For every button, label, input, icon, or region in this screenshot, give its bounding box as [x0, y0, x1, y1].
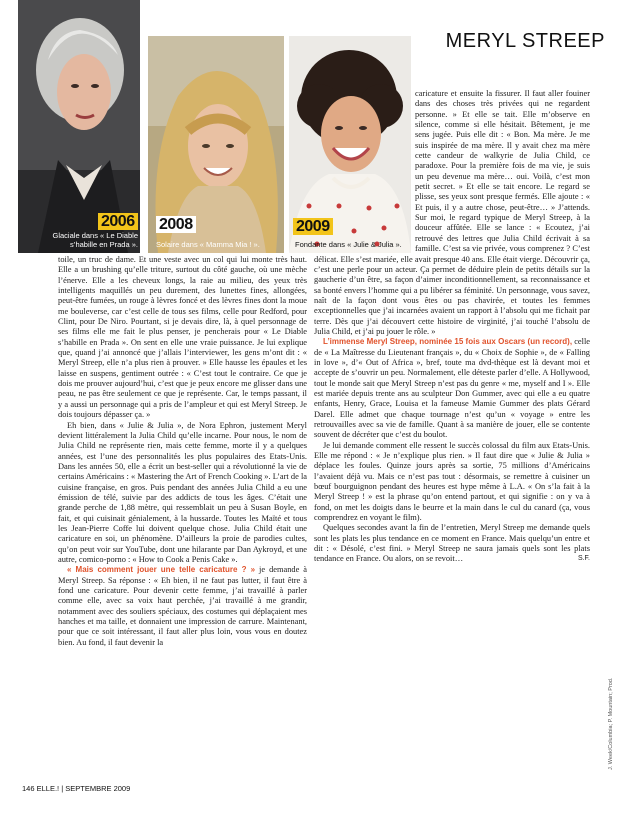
- article-paragraph: Je lui demande comment elle ressent le succès colossal du film aux Etats-Unis. Elle me répond : « Je n’explique plus rien. » Il faut dire que « Julie & Julia » déplace les foules. Quinze jours après sa sortie, 75 millions d’Américains l’avaient déjà vu. Mais ce n’est pas tout : désormais, se remettre à cuisiner un bœuf bourguignon pendant des heures est hype même à L.A. « On s’la fait à la Meryl Streep ! » est la phrase qu’on entend partout, et qui signifie : on y va à fond, on met les doigts dans le beurre et la main dans le cul du canard (ça, vous comprendrez en voyant le film).: [314, 440, 590, 523]
- article-paragraph-text: je demande à Meryl Streep. Sa réponse : « Eh bien, il ne faut pas lutter, il faut être à fond une caricature. Pour devenir cette femme, j’ai travaillé à parler comme elle, avec sa voix haut perchée, j’ai travaillé à me grandir, notamment avec des souliers spéciaux, des costumes qui déplaçaient mes hanches et ma taille, et donnaient une impression de carrure. Maintenant, pour que ce soit intéressant, il faut aller plus loin, vous vous en doutez bien. Au fond, il faut devenir la: [58, 565, 307, 647]
- photo-credit: J. Week/Columbia; P. Mountain; Prod.: [608, 677, 614, 770]
- article-column-left: [58, 255, 307, 781]
- page-folio: 146 ELLE.! | SEPTEMBRE 2009: [22, 784, 131, 793]
- article-paragraph: caricature et ensuite la fissurer. Il faut aller fouiner dans des choses très privées qui ne regardent personne. » Et elle se tait. Elle m’observe en silence, comme si elle hésitait. Bêtement, je me sens jugée. Puis elle dit : « Bon. Ma mère. Je me suis inspirée de ma mère. Il y avait chez ma mère cette candeur de walkyrie de Julia Child, ce paradoxe. Pour la première fois de ma vie, je suis un peu devenue ma mère… oui. Voilà, c’est mon petit secret. » Et elle se tait encore. Le regard se plisse, ses yeux sont presque fermés. Elle ajoute : « Et puis, il y a autre chose, peut-être… » J’attends. Sur moi, le regard typique de Meryl Streep, à la douceur affûtée. Elle se lance : « Ecoutez, j’ai retrouvé des lettres que Julia Child écrivait à sa famille. C’est sa vie privée, vous comprenez ? C’est délicat. Elle s’est mariée, elle avait presque 40 ans. Elle était vierge. Découvrir ça, c’est une perle pour un acteur. Ça permet de déduire plein de petits détails sur la gaucherie d’un être, sa façon d’aimer inconditionnellement, sa reconnaissance et sa bonté envers l’homme qui a pu libérer sa féminité. Un personnage, vous savez, naît de la façon dont vous êtes ou pas chavirée, et toutes les femmes exceptionnelles que j’ai incarnées avaient un rapport à l’absolu qui me fichait par terre. Dès que j’ai découvert cette histoire de virginité, j’ai touché l’absolu de Julia Child, et j’ai pu jouer le rôle. »: [314, 89, 590, 336]
- article-column-right: [314, 89, 590, 781]
- photo-2009-caption: Fondante dans « Julie & Julia ».: [295, 240, 402, 249]
- column-right-float-spacer: [314, 89, 415, 254]
- photo-2009-year: 2009: [293, 218, 333, 235]
- photo-2006-caption-line: Glaciale dans « Le Diable: [52, 231, 138, 240]
- article-paragraph: [58, 565, 307, 648]
- article-paragraph: toile, un truc de dame. Et une veste avec un col qui lui monte très haut. Elle a un brushing qu’elle triture, surtout du côté gauche, où une mèche l’énerve. Elle a les cheveux longs, la raie au milieu, des yeux très intelligents maquillés un peu durement, des lunettes fines, allongées, peut-être fumées, un rouge à lèvres foncé et des lèvres fines dont la moue me bouleverse, car c’est celle de tous ses films, celle pour Redford, pour Clint, pour De Niro. Pourtant, si je devais dire, là, à quel personnage de ses films elle me fait le plus penser, je pencherais pour « Le Diable s’habille en Prada ». On sent en elle une vraie puissance. Je lui explique que, quand j’ai annoncé que j’allais l’interviewer, les gens m’ont dit : « Meryl Streep, elle n’a plus rien à prouver. » Elle hausse les épaules et les laisse en suspens, gentiment outrée : « C’est tout le contraire. Ce que je dois me prouver aujourd’hui, c’est que je peux encore me glisser dans une peau, ne pas être seulement ce que je représente. Car, le temps passant, il y a aussi un personnage qui a pris de l’ampleur et qui est Meryl Streep. Je dois toujours dépasser ça. »: [58, 255, 307, 420]
- photo-2006-caption-line: s’habille en Prada ».: [70, 240, 138, 249]
- signature: S.F.: [577, 555, 590, 563]
- article-paragraph: [314, 337, 590, 440]
- highlight-text: L’immense Meryl Streep, nominée 15 fois aux Oscars (un record),: [323, 337, 573, 347]
- pull-quote: « Mais comment jouer une telle caricature ? »: [67, 565, 256, 575]
- photo-2008-caption: Solaire dans « Mamma Mia ! ».: [156, 240, 260, 249]
- article-paragraph-text: Quelques secondes avant la fin de l’entretien, Meryl Streep me demande quels sont les plats les plus tendance en ce moment en France. Mais quelqu’un entre et dit : « Désolé, c’est fini. » Meryl Streep ne saura jamais quels sont les plats tendance en France. Ou alors, on se revoit…: [314, 523, 590, 564]
- photo-2008-year: 2008: [156, 216, 196, 233]
- article-paragraph-text: celle de « La Maîtresse du Lieutenant français », du « Choix de Sophie », de « Falling in love », d’« Out of Africa », bref, toute ma dvd-thèque est là devant moi et accepte de s’ouvrir un peu. Normalement, elle déteste parler d’elle. A Hollywood, tout le monde sait que Meryl Streep n’est pas du genre « me, myself and I ». Elle est mariée depuis trente ans au sculpteur Don Gummer, avec qui elle a eu quatre enfants, Henry, Grace, Louisa et la fameuse Mamie Gummer des plats Gérard Darel. Elle admet que chaque tournage n’est qu’un « voyage » entre les retrouvailles avec sa vie de famille. Quant à sa manière de jouer, elle se contente souvent de décréter que c’est du boulot.: [314, 337, 590, 440]
- photo-2006-year: 2006: [98, 213, 138, 230]
- article-paragraph: Eh bien, dans « Julie & Julia », de Nora Ephron, justement Meryl devient littéralement la Julia Child qu’elle incarne. Pour nous, le nom de Julia Child ne représente rien, mais cette femme, morte il y a quelques années, est l’une des personnalités les plus populaires des Etats-Unis. Dans les années 50, elle a écrit un best-seller qui a révolutionné la vie de certains Américains : « Mastering the Art of French Cooking ». L’art de la cuisine française, en gros. Puis pendant des années Julia Child a eu une émission de télé, suivie par des addicts de tous les âges. C’était une grande perche de 1,88 mètre, qui ressemblait un peu à Susan Boyle, en fait, et qui cuisinait génialement, à la hussarde. Toutes les Maïté et tous les Jean-Pierre Coffe lui doivent quelque chose. Julia Child était une caricature en soi, un phénomène. D’ailleurs la proie de parodies cultes, qu’on peut voir sur YouTube, dont une hilarante par Dan Aykroyd, et une autre, comico-porno : « How to Cook a Penis Cake ».: [58, 420, 307, 564]
- page-title: MERYL STREEP: [445, 30, 605, 52]
- article-paragraph: [314, 523, 590, 564]
- photo-2006-caption: [18, 231, 138, 249]
